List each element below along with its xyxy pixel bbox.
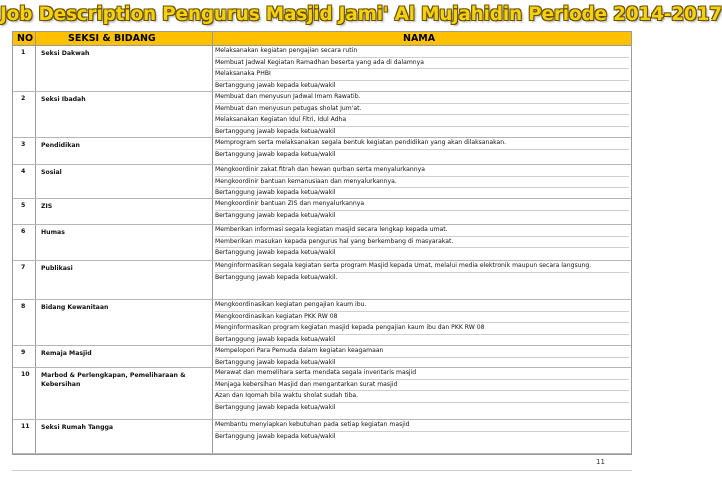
duty-item: Menginformasikan segala kegiatan serta program Masjid kepada Umat, melalui media elektronik maupun secara langsung. bbox=[215, 261, 629, 273]
table-row bbox=[13, 199, 631, 225]
row-number: 7 bbox=[21, 264, 26, 271]
row-seksi: Pendidikan bbox=[41, 142, 80, 149]
row-duties bbox=[215, 300, 629, 345]
row-number: 11 bbox=[21, 423, 30, 430]
duty-item: Melaksanakan kegiatan pengajian secara rutin bbox=[215, 46, 629, 58]
duty-item: Bertanggung jawab kepada ketua/wakil bbox=[215, 403, 336, 411]
duty-item: Melaksanakan Kegiatan Idul Fitri, Idul Adha bbox=[215, 115, 629, 127]
duty-item: Bertanggung jawab kepada ketua/wakil bbox=[215, 432, 336, 440]
row-duties bbox=[215, 225, 629, 259]
row-seksi: Humas bbox=[41, 229, 65, 236]
duty-item: Memberikan masukan kepada pengurus hal yang berkembang di masyarakat. bbox=[215, 237, 629, 249]
row-number: 1 bbox=[21, 49, 26, 56]
duty-item: Bertanggung jawab kepada ketua/wakil bbox=[215, 150, 336, 158]
duty-item: Mengkoordinir bantuan kemanusiaan dan menyalurkannya. bbox=[215, 177, 629, 189]
duty-item: Bertanggung jawab kepada ketua/wakil bbox=[215, 249, 336, 256]
job-description-table bbox=[12, 31, 632, 455]
row-seksi: ZIS bbox=[41, 203, 53, 210]
duty-item: Mengkoordinir zakat fitrah dan hewan qurban serta menyalurkannya bbox=[215, 165, 629, 177]
row-seksi: Seksi Rumah Tangga bbox=[41, 424, 114, 431]
row-number: 6 bbox=[21, 228, 26, 235]
table-row bbox=[13, 261, 631, 300]
table-header bbox=[13, 32, 631, 46]
duty-item: Mengkoordinasikan kegiatan pengajian kaum ibu. bbox=[215, 300, 629, 312]
row-number: 10 bbox=[21, 371, 30, 378]
row-duties bbox=[215, 92, 629, 137]
row-number: 9 bbox=[21, 349, 26, 356]
duty-item: Menginformasikan program kegiatan masjid kepada pengajian kaum ibu dan PKK RW 08 bbox=[215, 323, 629, 335]
page-title: Job Description Pengurus Masjid Jami' Al Mujahidin Periode 2014-2017 bbox=[0, 4, 722, 25]
row-duties bbox=[215, 199, 629, 221]
row-number: 2 bbox=[21, 95, 26, 102]
duty-item: Melaksanaka PHBI bbox=[215, 69, 629, 81]
duty-item: Bertanggung jawab kepada ketua/wakil bbox=[215, 335, 336, 343]
row-seksi: Sosial bbox=[41, 169, 62, 176]
duty-item: Bertanggung jawab kepada ketua/wakil bbox=[215, 211, 336, 219]
table-row bbox=[13, 225, 631, 261]
table-row bbox=[13, 165, 631, 199]
duty-item: Azan dan Iqomah bila waktu sholat sudah tiba. bbox=[215, 391, 629, 403]
row-number: 3 bbox=[21, 141, 26, 148]
duty-item: Bertanggung jawab kepada ketua/wakil bbox=[215, 358, 336, 366]
duty-item: Memprogram serta melaksanakan segala bentuk kegiatan pendidikan yang akan dilaksanakan. bbox=[215, 138, 629, 150]
duty-item: Bertanggung jawab kepada ketua/wakil bbox=[215, 127, 336, 135]
duty-item: Menjaga kebersihan Masjid dan mengantarkan surat masjid bbox=[215, 380, 629, 392]
row-duties bbox=[215, 46, 629, 91]
duty-item: Bertanggung jawab kepada ketua/wakil bbox=[215, 81, 336, 89]
duty-item: Bertanggung jawab kepada ketua/wakil. bbox=[215, 273, 338, 281]
header-seksi-bidang: SEKSI & BIDANG bbox=[68, 33, 156, 44]
row-seksi: Seksi Ibadah bbox=[41, 96, 86, 103]
duty-item: Mempelopori Para Pemuda dalam kegiatan keagamaan bbox=[215, 346, 629, 358]
row-seksi: Publikasi bbox=[41, 265, 73, 272]
row-duties bbox=[215, 368, 629, 413]
table-row bbox=[13, 92, 631, 138]
table-row bbox=[13, 138, 631, 165]
page-number: 11 bbox=[596, 458, 605, 466]
row-duties bbox=[215, 346, 629, 368]
table-row bbox=[13, 46, 631, 92]
duty-item: Membuat Jadwal Kegiatan Ramadhan beserta yang ada di dalamnya bbox=[215, 58, 629, 70]
row-duties bbox=[215, 420, 629, 442]
footer-divider bbox=[12, 470, 632, 471]
duty-item: Merawat dan memelihara serta mendata segala inventaris masjid bbox=[215, 368, 629, 380]
table-row bbox=[13, 420, 631, 454]
table-body bbox=[13, 46, 631, 454]
table-row bbox=[13, 368, 631, 420]
row-duties bbox=[215, 165, 629, 199]
row-seksi: Seksi Dakwah bbox=[41, 50, 90, 57]
row-seksi: Bidang Kewanitaan bbox=[41, 304, 109, 311]
duty-item: Memberikan informasi segala kegiatan masjid secara lengkap kepada umat. bbox=[215, 225, 629, 237]
row-duties bbox=[215, 261, 629, 283]
duty-item: Membuat dan menyusun petugas sholat Jum'at. bbox=[215, 104, 629, 116]
row-number: 4 bbox=[21, 168, 26, 175]
table-row bbox=[13, 300, 631, 346]
row-seksi: Remaja Masjid bbox=[41, 350, 92, 357]
header-nama: NAMA bbox=[403, 33, 436, 44]
duty-item: Membuat dan menyusun Jadwal Imam Rawatib. bbox=[215, 92, 629, 104]
row-seksi: Marbod & Perlengkapan, Pemeliharaan & Kebersihan bbox=[41, 372, 186, 388]
header-no: NO bbox=[17, 33, 34, 44]
duty-item: Mengkoordinasikan kegiatan PKK RW 08 bbox=[215, 312, 629, 324]
row-number: 8 bbox=[21, 303, 26, 310]
row-duties bbox=[215, 138, 629, 160]
duty-item: Membantu menyiapkan kebutuhan pada setiap kegiatan masjid bbox=[215, 420, 629, 432]
duty-item: Mengkoordinir bantuan ZIS dan menyalurkannya bbox=[215, 199, 629, 211]
duty-item: Bertanggung jawab kepada ketua/wakil bbox=[215, 189, 336, 196]
table-row bbox=[13, 346, 631, 368]
row-number: 5 bbox=[21, 202, 26, 209]
